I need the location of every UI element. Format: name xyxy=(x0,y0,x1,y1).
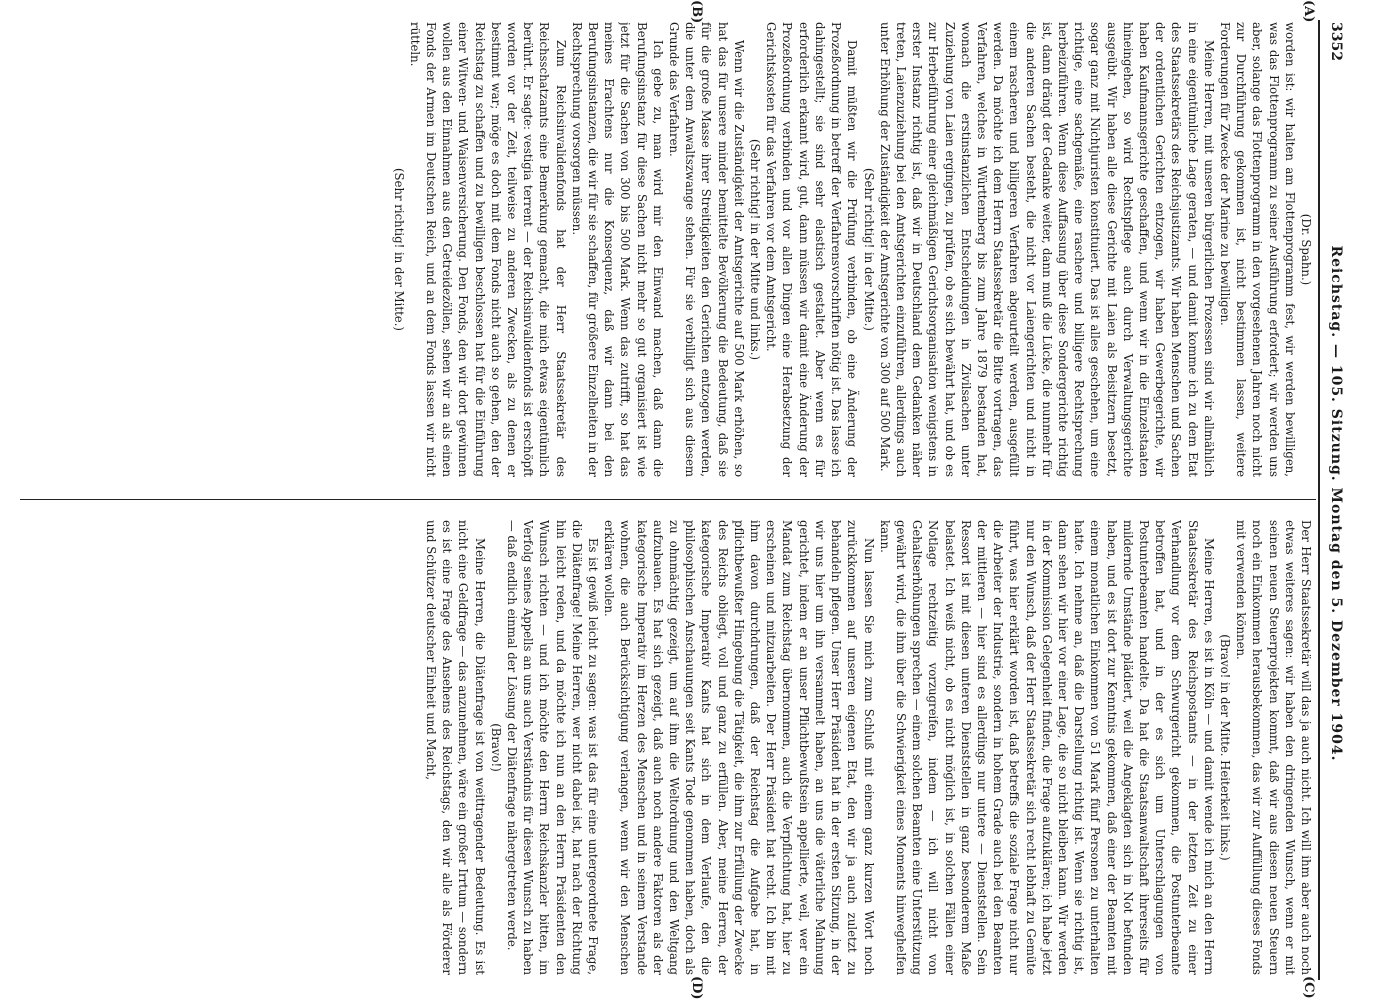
paragraph: Meine Herren, es ist in Köln — und damit wende ich mich an den Herrn Staatssekretär des Reichspostamts — in der letzten Zeit zu einer Verhandlung vor dem Schwurgericht gekommen, die Postunterbeamte betroffen hat, und in der es sich um Unterschlagungen von Postunterbeamten handelte. Da hat die Staatsanwaltschaft ihrerseits für mildernde Umstände plädiert, weil die Angeklagten sich in Not befunden haben, und es ist dort zur Kenntnis gekommen, daß einer der Beamten mit einem monatlichen Einkommen von 51 Mark fünf Personen zu unterhalten hatte. Ich nehme an, daß die Darstellung richtig ist. Wenn sie richtig ist, dann sehen wir hier vor einer Lage, die so nicht bleiben kann. Wir werden in der Kommission Gelegenheit finden, die Frage aufzuklären; ich habe jetzt nur den Wunsch, daß der Herr Staatssekretär sich recht lebhaft zu Gemüte führt, was hier erklärt worden ist, daß betreffs die soziale Frage nicht nur die Arbeiter der Industrie, sondern in hohem Grade auch bei den Beamten der mittleren — hier sind es allerdings nur untere — Dienststellen. Sein Ressort ist mit diesen unteren Dienststellen in ganz besonderem Maße belastet. Ich weiß nicht, ob es nicht möglich ist, in solchen Fällen einer Notlage rechtzeitig vorzugreifen, indem — ich will nicht von Gehaltserhöhungen sprechen — einem solchen Beamten eine Unterstützung gewährt wird, die ihm über die Schwierigkeit eines Moments hinweghelfen kann. xyxy=(877,520,1216,975)
left-column xyxy=(24,22,1314,477)
interjection: (Bravo! in der Mitte. Heiterkeit links.) xyxy=(1217,634,1232,861)
right-column xyxy=(24,520,1314,975)
margin-letter-c: (C) xyxy=(1301,976,1316,999)
paragraph: Nun lassen Sie mich zum Schluß mit einem ganz kurzen Wort noch zurückkommen auf unseren eigenen Etat, den wir ja auch zuletzt zu behandeln pflegen. Unser Herr Präsident hat in der ersten Sitzung, in der wir uns hier um ihn versammelt haben, an uns die väterliche Mahnung gerichtet, indem er an unser Pflichtbewußtsein appellierte, weil, wer ein Mandat zum Reichstag übernommen, auch die Verpflichtung hat, hier zu erscheinen und mitzuarbeiten. Der Herr Präsident hat recht. Ich bin mit ihm davon durchdrungen, daß der Reichstag die Aufgabe hat, in pflichtbewußter Hingebung die Tätigkeit, die ihm zur Erfüllung der Zwecke des Reichs obliegt, voll und ganz zu erfüllen. Aber, meine Herren, der kategorische Imperativ Kants hat sich in dem Verlaufe, den die philosophischen Anschauungen seit Kants Tode genommen haben, doch als zu ohnmächtig gezeigt, um auf ihm die Weltordnung und den Weltgang aufzubauen. Es hat sich gezeigt, daß auch noch andere Faktoren als der kategorische Imperativ im Herzen des Menschen und in seinem Verstande wohnen, die auch Berücksichtigung verlangen, wenn wir den Menschen erklären wollen. xyxy=(602,520,876,975)
interjection: (Sehr richtig! in der Mitte.) xyxy=(861,167,876,331)
header-rule xyxy=(1318,20,1320,980)
interjection: (Sehr richtig! in der Mitte.) xyxy=(391,167,406,331)
paragraph: Meine Herren, mit unseren bürgerlichen Prozessen sind wir allmählich in eine eigentümliche Lage geraten, — und damit komme ich zu dem Etat des Staatssekretärs des Reichsjustizamts. Wir haben Menschen und Sachen der ordentlichen Gerichten entzogen, wir haben Gewerbegerichte, wir haben Kaufmannsgerichte geschaffen, und wenn wir in die Einzelstaaten hineingehen, so wird Rechtspflege auch durch Verwaltungsgerichte ausgeübt. Wir haben alle diese Gerichte mit Laien als Beisitzern besetzt, sogar ganz mit Nichtjuristen konstituiert. Das ist alles geschehen, um eine richtige, eine sachgemäße, eine raschere und billigere Rechtsprechung herbeizuführen. Wenn diese Auffassung über diese Sondergerichte richtig ist, dann drängt der Gedanke weiter, dann muß die Lücke, die nunmehr für die anderen Sachen besteht, die nicht vor Laiengerichten und nicht in einem rascheren und billigeren Verfahren abgeurteilt werden, ausgefüllt werden. Da möchte ich dem Herrn Staatssekretär die Bitte vortragen, das Verfahren, welches in Württemberg bis zum Jahre 1879 bestanden hat, wonach die erstinstanzlichen Entscheidungen in Zivilsachen unter Zuziehung von Laien ergingen, zu prüfen, ob es sich bewährt hat, und ob es zur Herbeiführung einer gleichmäßigen Gerichtsorganisation wenigstens in erster Instanz richtig ist, daß wir in Deutschland dem Gedanken näher treten, Laienzuziehung bei den Amtsgerichten einzuführen, allerdings auch unter Erhöhung der Zuständigkeit der Amtsgerichte von 300 auf 500 Mark. xyxy=(877,22,1216,477)
paragraph: Zum Reichsinvalidenfonds hat der Herr Staatssekretär des Reichsschatzamts eine Bemerkung gemacht, die mich etwas eigentümlich berührt. Er sagte: vestigia terrent — der Reichsinvalidenfonds ist erschöpft worden vor der Zeit, teilweise zu anderen Zwecken, als zu denen er bestimmt war; möge es doch mit dem Fonds nicht auch so gehen, den der Reichstag zu schaffen und zu bewilligen beschlossen hat für die Einführung einer Witwen- und Waisenversicherung. Den Fonds, den wir dort gewinnen wollen aus den Einnahmen aus den Getreidezöllen, sehen wir an als einen Fonds der Armen im Deutschen Reich, und an dem Fonds lassen wir nicht rütteln. xyxy=(407,22,568,477)
page-header xyxy=(1322,0,1350,1000)
paragraph: Der Herr Staatssekretär will das ja auch nicht. Ich will ihm aber auch noch etwas weiteres sagen: wir haben den dringenden Wunsch, wenn er mit seinen neuen Steuerprojekten kommt, daß wir aus diesen neuen Steuern noch ein Einkommen herausbekommen, das wir zur Auffüllung dieses Fonds mit verwenden können. xyxy=(1234,520,1313,975)
paragraph: Meine Herren, die Diätenfrage ist von weittragender Bedeutung. Es ist nicht eine Geldfrage — das anzunehmen, wäre ein großer Irrtum — sondern es ist eine Frage des Ansehens des Reichstags, den wir alle als Förderer und Schützer deutscher Einheit und Macht, xyxy=(424,520,487,975)
margin-letter-a: (A) xyxy=(1301,0,1316,23)
paragraph: Wenn wir die Zuständigkeit der Amtsgerichte auf 500 Mark erhöhen, so hat das für unsere minder bemittelte Bevölkerung die Bedeutung, daß sie für die große Masse ihrer Streitigkeiten den Gerichten entzogen werden, die unter dem Anwaltszwange stehen. Für sie verbilligt sich aus diesem Grunde das Verfahren. xyxy=(667,22,746,477)
interjection: (Bravo!) xyxy=(488,723,503,772)
speaker-label: (Dr. Spahn.) xyxy=(1299,213,1313,286)
margin-letter-b: (B) xyxy=(689,0,704,24)
paragraph: Es ist gewiß leicht zu sagen: was ist das für eine untergeordnete Frage, die Diätenfrage! Meine Herren, wer nicht dabei ist, hat nach der Richtung hin leicht reden, und da möchte ich nun an den Herrn Präsidenten den Wunsch richten — und ich möchte den Herrn Reichskanzler bitten, im Verfolg seines Appells an uns auch Verständnis für diesen Wunsch zu haben — daß endlich einmal der Lösung der Diätenfrage nähergetreten werde. xyxy=(505,520,601,975)
running-head: Reichstag. — 105. Sitzung. Montag den 5. Dezember 1904. xyxy=(1328,245,1344,762)
page-number: 3352 xyxy=(1328,22,1344,61)
paragraph: Damit müßten wir die Prüfung verbinden, ob eine Änderung der Prozeßordnung in betreff der Verfahrensvorschriften nötig ist. Das lasse ich dahingestellt; sie sind sehr elastisch gestaltet. Aber wenn es für erforderlich erkannt wird, gut, dann müssen wir damit eine Änderung der Prozeßordnung verbinden und vor allen Dingen eine Herabsetzung der Gerichtskosten für das Verfahren vor dem Amtsgericht. xyxy=(764,22,860,477)
paragraph: worden ist: wir halten am Flottenprogramm fest, wir werden bewilligen, was das Flottenprogramm zu seiner Ausführung erfordert; wir werden uns aber, solange das Flottenprogramm in den vorgesehenen Jahren noch nicht zur Durchführung gekommen ist, nicht bestimmen lassen, weitere Forderungen für Zwecke der Marine zu bewilligen. xyxy=(1217,22,1297,477)
paragraph: Ich gebe zu, man wird mir den Einwand machen, daß dann die Berufungsinstanz für diese Sachen nicht mehr so gut organisiert ist wie jetzt für die Sachen von 300 bis 500 Mark. Wenn das zutrifft, so hat das meines Erachtens nur die Konsequenz, daß wir dann bei den Berufungsinstanzen, die wir für sie schaffen, für größere Einzelheiten in der Rechtsprechung vorsorgen müssen. xyxy=(569,22,665,477)
margin-letter-d: (D) xyxy=(689,976,704,1000)
interjection: (Sehr richtig! in der Mitte und links.) xyxy=(748,138,763,361)
column-divider xyxy=(20,499,1316,500)
